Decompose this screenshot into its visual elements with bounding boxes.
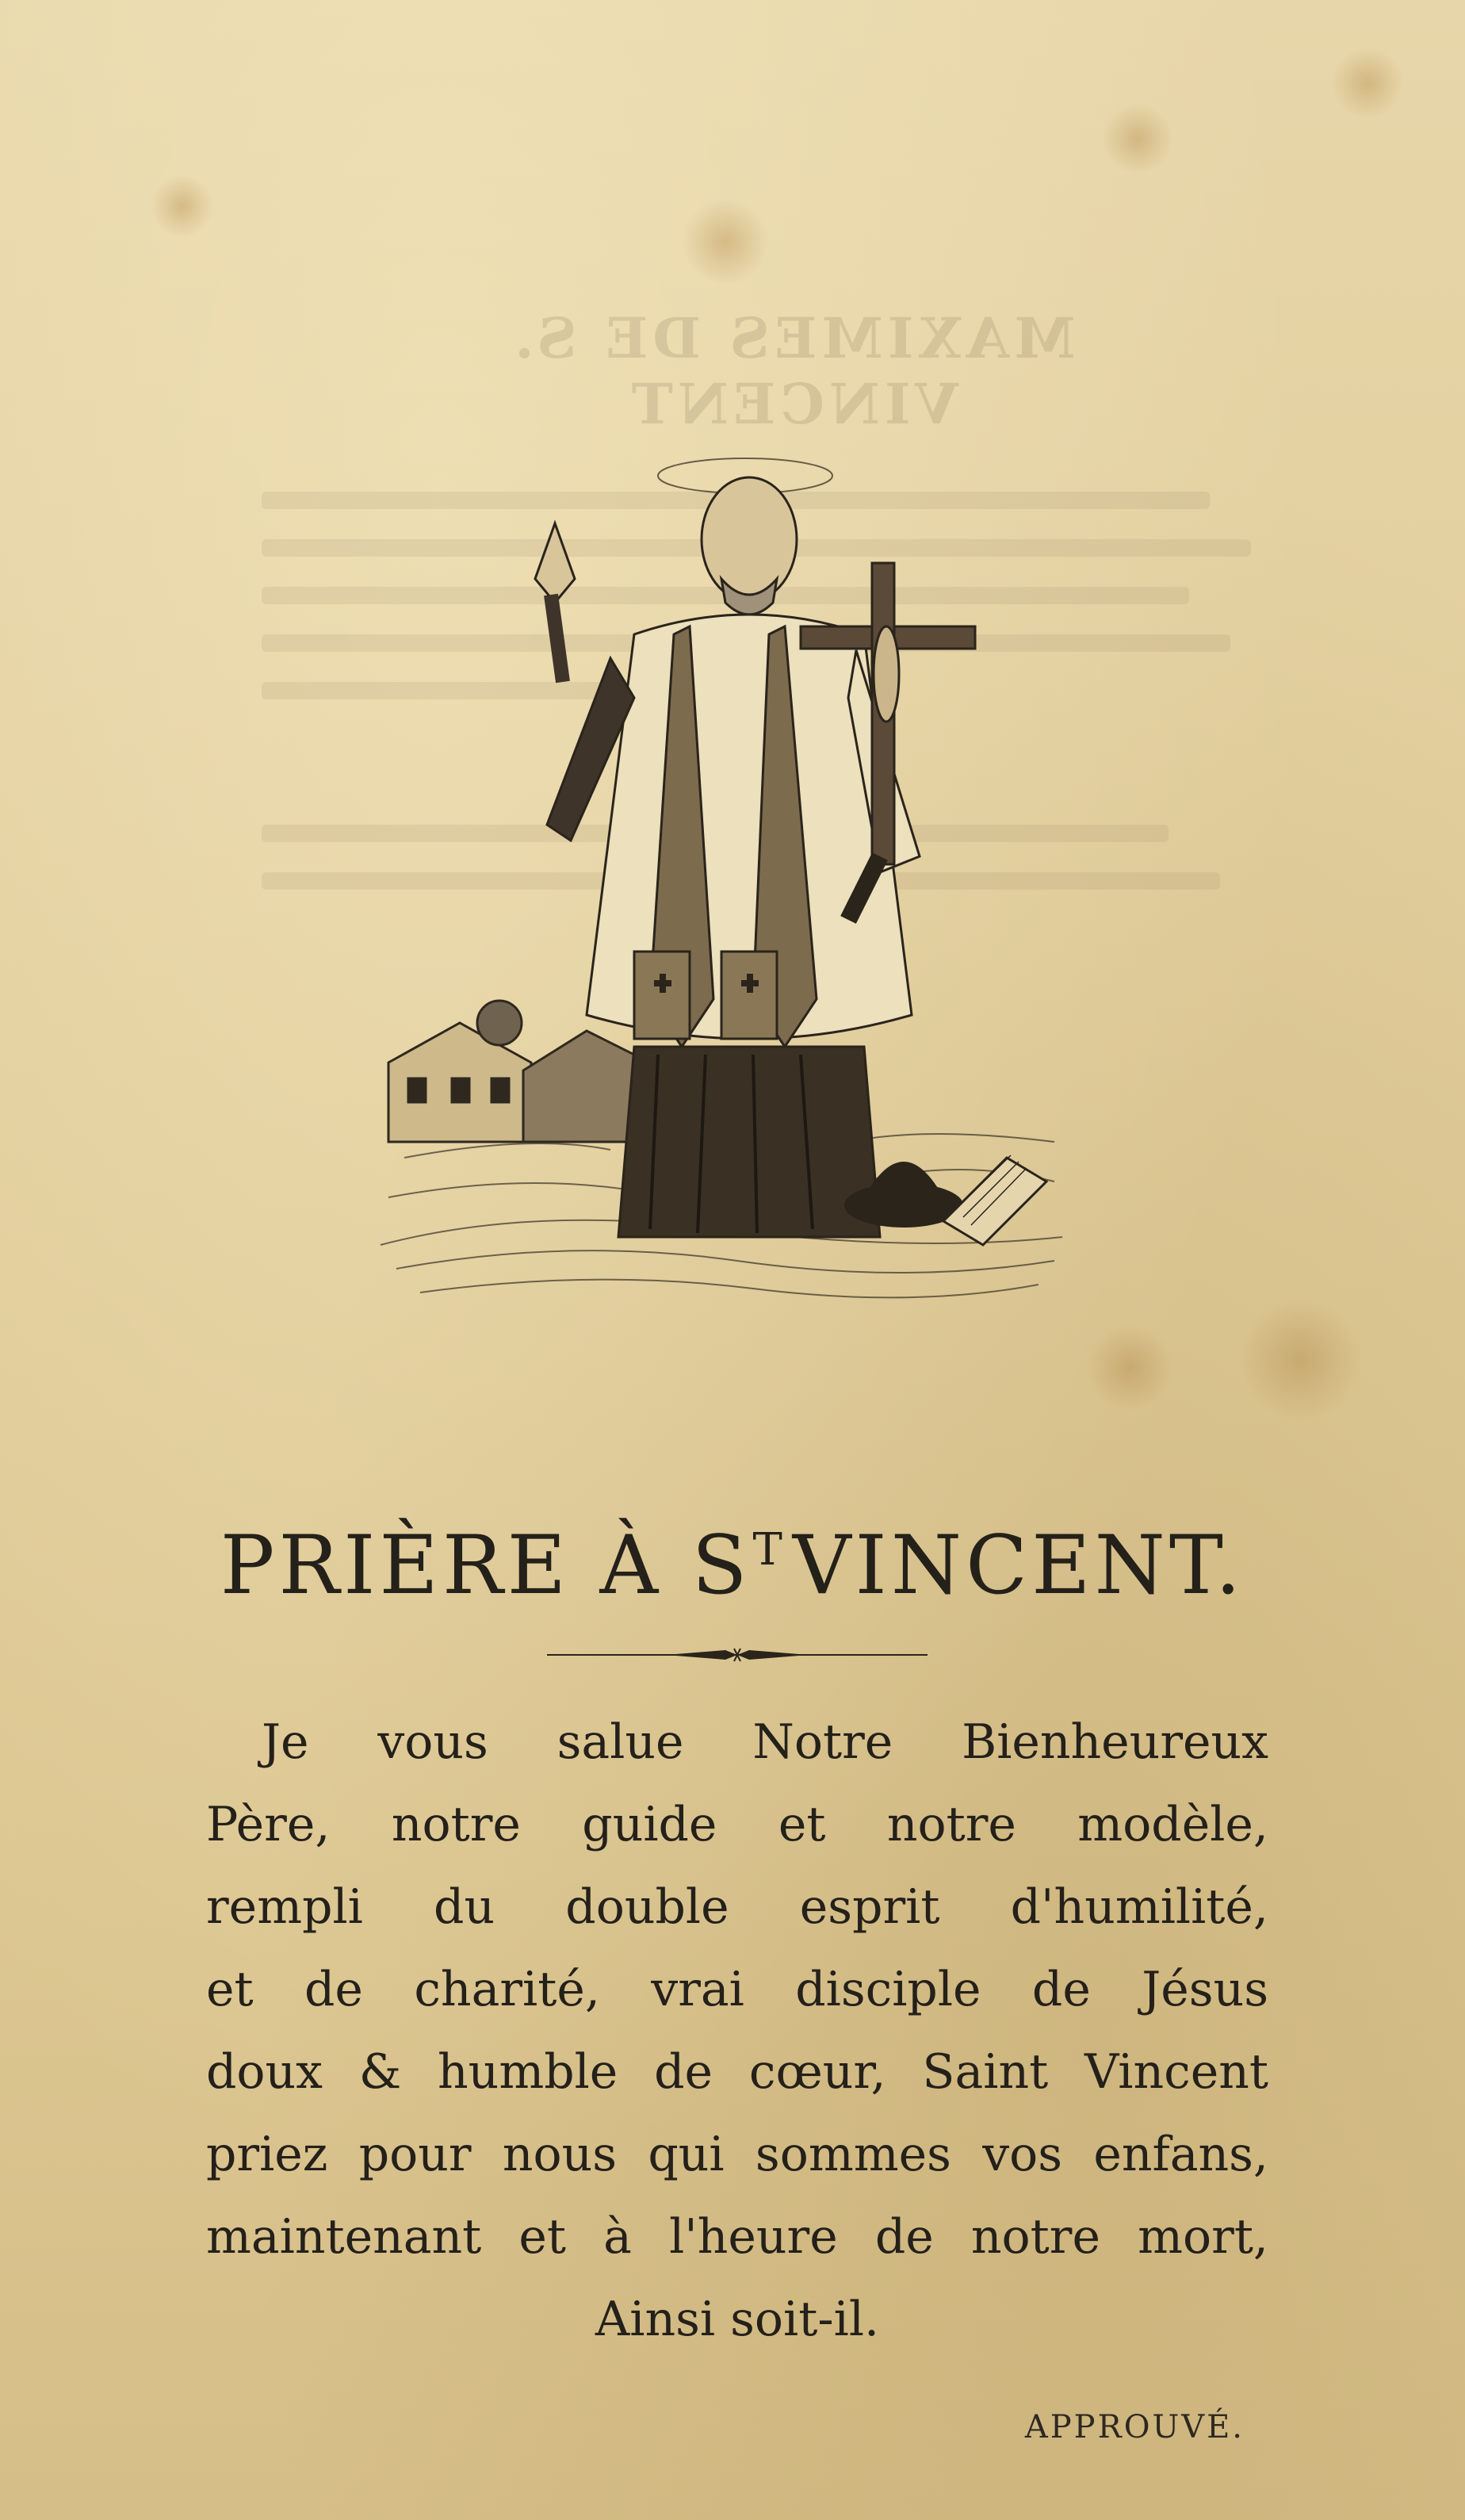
bleed-through-title: MAXIMES DE S. VINCENT — [510, 305, 1076, 437]
paper-stain — [1237, 1300, 1364, 1419]
paper-stain — [1102, 103, 1173, 174]
prayer-line: maintenant et à l'heure de notre mort, — [206, 2209, 1268, 2265]
prayer-line: priez pour nous qui sommes vos enfans, — [206, 2127, 1268, 2182]
approval-stamp-text: APPROUVÉ. — [1024, 2409, 1245, 2445]
paper-stain — [1086, 1324, 1173, 1411]
prayer-line: Je vous salue Notre Bienheureux — [262, 1714, 1268, 1770]
title-superscript: T — [752, 1524, 786, 1576]
title-part-a: PRIÈRE À S — [220, 1519, 752, 1613]
prayer-amen: Ainsi soit-il. — [595, 2292, 880, 2347]
prayer-line: doux & humble de cœur, Saint Vincent — [206, 2044, 1268, 2100]
prayer-line: Père, notre guide et notre modèle, — [206, 1797, 1268, 1852]
prayer-text — [206, 1701, 1268, 2361]
paper-stain — [682, 198, 769, 285]
prayer-line: rempli du double esprit d'humilité, — [206, 1879, 1268, 1935]
ornamental-divider — [547, 1645, 928, 1664]
saint-vincent-engraving — [373, 444, 1070, 1356]
paper-stain — [1332, 48, 1403, 119]
paper-stain — [151, 174, 214, 238]
title-part-b: VINCENT. — [792, 1519, 1245, 1613]
prayer-title — [159, 1519, 1306, 1613]
prayer-line: et de charité, vrai disciple de Jésus — [206, 1962, 1268, 2017]
